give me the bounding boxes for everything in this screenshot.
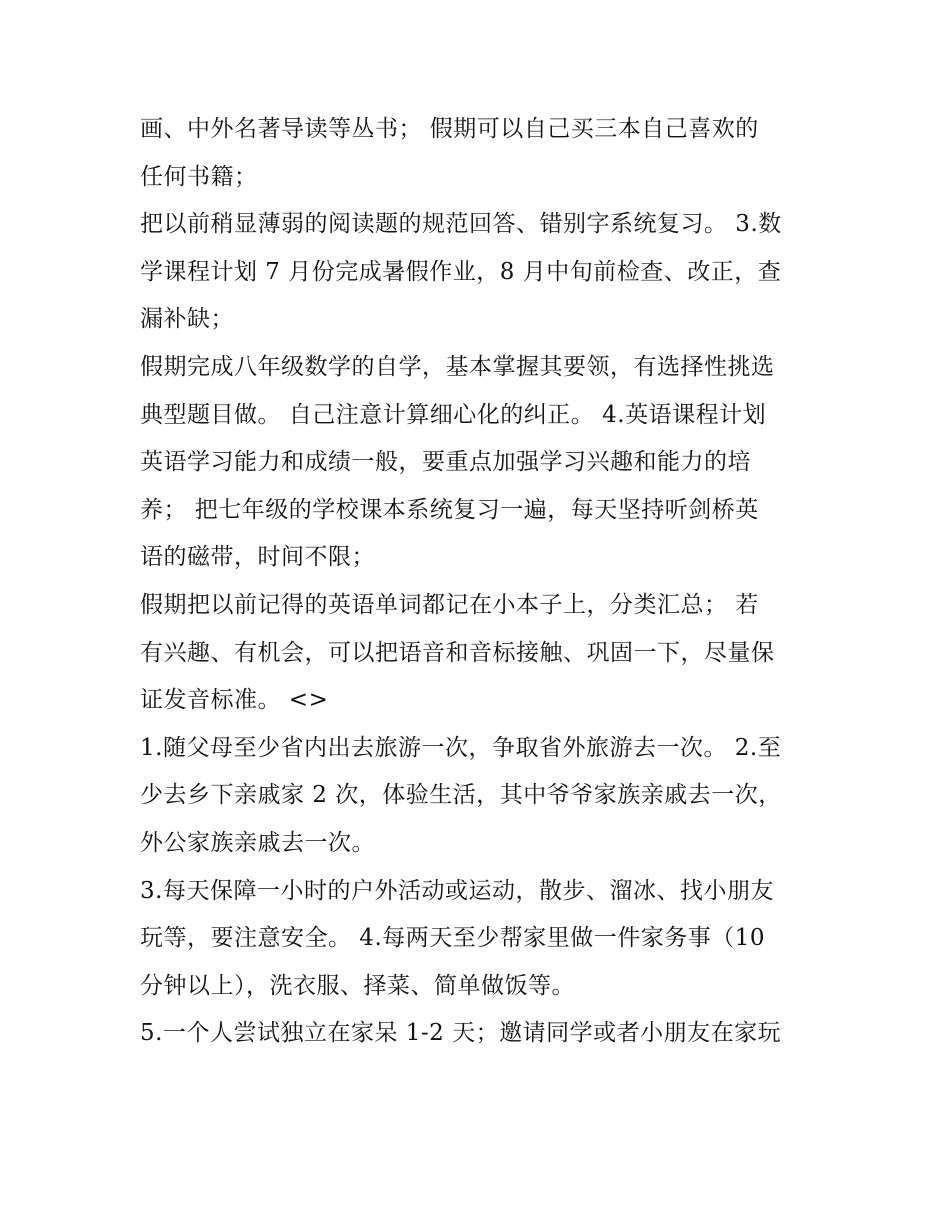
text-line: 玩等，要注意安全。 4.每两天至少帮家里做一件家务事（10: [140, 925, 766, 952]
text-line: 英语学习能力和成绩一般，要重点加强学习兴趣和能力的培: [140, 449, 751, 476]
text-line: 有兴趣、有机会，可以把语音和音标接触、巩固一下，尽量保: [140, 639, 775, 666]
text-line: 假期把以前记得的英语单词都记在小本子上，分类汇总； 若: [140, 591, 759, 618]
text-line: 画、中外名著导读等丛书； 假期可以自己买三本自己喜欢的: [140, 116, 759, 142]
document-body: [140, 106, 820, 1058]
text-line: 外公家族亲戚去一次。: [140, 829, 375, 856]
text-line: 养； 把七年级的学校课本系统复习一遍，每天坚持听剑桥英: [140, 496, 759, 523]
text-line: 语的磁带，时间不限；: [140, 544, 375, 571]
text-line: 学课程计划 7 月份完成暑假作业，8 月中旬前检查、改正，查: [140, 258, 782, 285]
text-line: 分钟以上），洗衣服、择菜、简单做饭等。: [140, 972, 575, 999]
text-line: 任何书籍；: [140, 163, 258, 190]
text-line: 3.每天保障一小时的户外活动或运动，散步、溜冰、找小朋友: [140, 877, 774, 904]
text-line: 证发音标准。 <>: [140, 687, 329, 714]
text-line: 少去乡下亲戚家 2 次，体验生活，其中爷爷家族亲戚去一次，: [140, 782, 782, 809]
text-line: 漏补缺；: [140, 306, 234, 333]
text-line: 典型题目做。 自己注意计算细心化的纠正。 4.英语课程计划: [140, 401, 767, 428]
text-line: 1.随父母至少省内出去旅游一次，争取省外旅游去一次。 2.至: [140, 734, 782, 761]
text-line: 把以前稍显薄弱的阅读题的规范回答、错别字系统复习。 3.数: [140, 211, 782, 238]
text-line: 5.一个人尝试独立在家呆 1-2 天；邀请同学或者小朋友在家玩: [140, 1020, 782, 1047]
text-line: 假期完成八年级数学的自学，基本掌握其要领，有选择性挑选: [140, 353, 775, 380]
